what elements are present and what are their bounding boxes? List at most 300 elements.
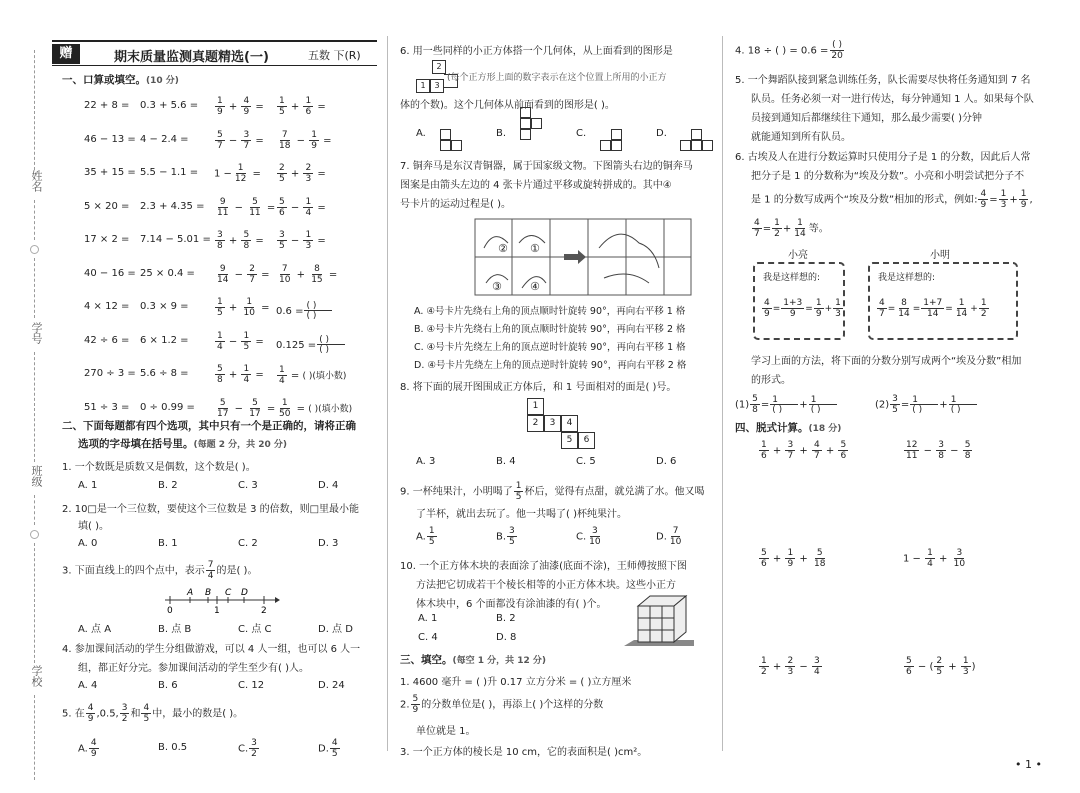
numerator: 1 bbox=[217, 297, 223, 307]
q8: 8. 将下面的展开图围成正方体后，和 1 号面相对的面是( )号。 bbox=[400, 382, 677, 393]
q6-option: C. bbox=[576, 128, 587, 139]
q9-option bbox=[656, 526, 684, 547]
option: B. 4 bbox=[496, 456, 516, 467]
fill-6: 6. 古埃及人在进行分数运算时只使用分子是 1 的分数，因此后人常 bbox=[735, 152, 1031, 163]
denominator: 5 bbox=[428, 537, 435, 547]
fraction bbox=[963, 440, 973, 461]
page-title: 期末质量监测真题精选(一) bbox=[114, 50, 269, 65]
option: A. 4 bbox=[78, 680, 98, 691]
net-face: 2 bbox=[527, 415, 544, 432]
fraction bbox=[247, 264, 257, 285]
option: D. 6 bbox=[656, 456, 677, 467]
calc-5: $\frac{1}{2}$ + $\frac{2}{3}$ − $\frac{3}{4}$ bbox=[761, 656, 820, 677]
dash-line bbox=[34, 200, 35, 240]
view-square bbox=[702, 140, 713, 151]
column-divider bbox=[722, 36, 723, 751]
numerator: 1 bbox=[217, 96, 223, 106]
option: B. 点 B bbox=[158, 624, 192, 635]
point-label: A bbox=[187, 588, 194, 598]
q7: 7. 铜奔马是东汉青铜器，属于国家级文物。下图箭头右边的铜奔马 bbox=[400, 161, 693, 172]
q6-note: (每个正方形上面的数字表示在这个位置上所用的小正方 bbox=[447, 73, 667, 83]
denominator: ( ) bbox=[306, 311, 317, 321]
prefix: 1 − bbox=[214, 168, 232, 180]
fraction bbox=[215, 230, 225, 251]
fraction-calc: $\frac{7}{18}$ − $\frac{1}{9}$ = bbox=[279, 129, 332, 151]
option: D. 3 bbox=[318, 538, 339, 549]
fraction bbox=[759, 656, 769, 677]
calc-item: 35 + 15 = bbox=[84, 167, 136, 178]
fraction-calc: $\frac{1}{9}$ + $\frac{4}{9}$ = bbox=[217, 96, 264, 117]
q10-opt-b: B. 2 bbox=[496, 613, 516, 624]
numerator: 5 bbox=[906, 656, 912, 666]
numerator: 1 bbox=[217, 330, 223, 341]
numerator: 2 bbox=[787, 656, 794, 666]
numerator: 5 bbox=[217, 129, 223, 140]
fraction bbox=[277, 197, 287, 218]
numerator: 3 bbox=[509, 526, 515, 536]
fraction-calc: $\frac{9}{14}$ − $\frac{2}{7}$ = bbox=[217, 263, 270, 285]
q6-line3: 体的个数)。这个几何体从前面看到的图形是( )。 bbox=[400, 100, 615, 111]
numerator: 5 bbox=[840, 440, 847, 450]
xiaoliang-box: 我是这样想的: $\frac{4}{9}$ = $\frac{1+3}{9}$ = $\frac{1}{9}$ + $\frac{1}{3}$ bbox=[753, 262, 845, 340]
fraction-calc: 1 − $\frac{1}{12}$ = bbox=[214, 163, 261, 184]
denominator: 3 bbox=[787, 667, 794, 677]
fill-5-line3: 员接到通知后都继续往下通知，那么最少需要( )分钟 bbox=[751, 113, 982, 124]
denominator: 7 bbox=[787, 451, 794, 461]
q7-line2: 图案是由箭头左边的 4 张卡片通过平移或旋转拼成的。其中④ bbox=[400, 180, 672, 191]
denominator: 4 bbox=[217, 341, 223, 352]
fraction-calc: $\frac{1}{5}$ + $\frac{1}{6}$ = bbox=[279, 96, 326, 117]
numerator: 1 bbox=[281, 398, 288, 408]
fill-3: 3. 一个正方体的棱长是 10 cm，它的表面积是( )cm²。 bbox=[400, 747, 648, 758]
fraction bbox=[241, 331, 251, 352]
numerator: 5 bbox=[964, 440, 971, 450]
q10-opt-d: D. 8 bbox=[496, 632, 517, 643]
denominator: 5 bbox=[279, 241, 285, 251]
numerator: 3 bbox=[592, 526, 598, 536]
bronze-horse-figure bbox=[474, 218, 692, 296]
view-square bbox=[440, 140, 451, 151]
denominator: ( ) bbox=[319, 345, 330, 355]
svg-text:③: ③ bbox=[492, 280, 502, 293]
q10-opt-c: C. 4 bbox=[418, 632, 438, 643]
fraction bbox=[215, 197, 230, 218]
option: A. 0 bbox=[78, 538, 98, 549]
view-square bbox=[531, 118, 542, 129]
calc-item: 6 × 1.2 = bbox=[140, 334, 189, 346]
fraction bbox=[277, 398, 292, 419]
fill-5-line4: 就能通知到所有队员。 bbox=[751, 132, 851, 143]
q9-option bbox=[576, 526, 604, 547]
numerator: 2 bbox=[305, 163, 312, 173]
view-square bbox=[520, 118, 531, 129]
denominator: 3 bbox=[305, 241, 312, 251]
numerator: 3 bbox=[243, 129, 250, 140]
q7-option: A. ④号卡片先绕右上角的顶点顺时针旋转 90°，再向右平移 1 格 bbox=[414, 306, 686, 317]
fraction bbox=[904, 440, 919, 461]
point-label: D bbox=[241, 588, 248, 598]
q9-option bbox=[496, 526, 518, 547]
denominator: 4 bbox=[813, 667, 820, 677]
fraction bbox=[812, 656, 822, 677]
fraction bbox=[936, 440, 946, 461]
numerator: 12 bbox=[906, 440, 918, 450]
numerator: 1 bbox=[305, 96, 312, 106]
numerator: 2 bbox=[249, 263, 255, 274]
calc-item: 7.14 − 5.01 = bbox=[140, 234, 211, 245]
fill-6-q2: (2) $\frac{3}{5}$ = $\frac{1}{( )}$ + $\frac{1}{( )}$ bbox=[875, 394, 978, 415]
calc-item: 4 × 12 = bbox=[84, 301, 130, 312]
numerator: 1 bbox=[311, 129, 317, 140]
page-number: • 1 • bbox=[1015, 758, 1042, 771]
fill-5-line2: 队员。任务必须一对一进行传达，每分钟通知 1 人。如果每个队 bbox=[751, 94, 1034, 105]
fraction bbox=[277, 163, 287, 184]
q7-option: C. ④号卡片先绕左上角的顶点逆时针旋转 90°，再向右平移 1 格 bbox=[414, 342, 686, 353]
numerator: 1 bbox=[305, 230, 312, 240]
denominator: 5 bbox=[509, 537, 515, 547]
fraction-calc: $\frac{5}{8}$ + $\frac{1}{4}$ = bbox=[217, 364, 264, 385]
fraction bbox=[241, 130, 251, 151]
denominator: 7 bbox=[217, 140, 223, 151]
q2-5-opt-c: C. $\frac{3}{2}$ bbox=[238, 738, 257, 759]
net-face: 3 bbox=[544, 415, 561, 432]
fraction bbox=[303, 163, 313, 184]
school-label: 学校 bbox=[30, 665, 43, 687]
student-id-label: 学号 bbox=[30, 322, 43, 344]
calc-item: 51 ÷ 3 = bbox=[84, 401, 130, 413]
option: D. 24 bbox=[318, 680, 345, 691]
view-square bbox=[611, 140, 622, 151]
calc-item: 5.5 − 1.1 = bbox=[140, 167, 199, 178]
denominator: 11 bbox=[249, 207, 261, 218]
numerator: 5 bbox=[217, 364, 223, 374]
q10-opt-a: A. 1 bbox=[418, 613, 438, 624]
numerator: 3 bbox=[787, 440, 794, 450]
fraction bbox=[759, 548, 769, 569]
denominator: 10 bbox=[243, 308, 255, 318]
calc-6: $\frac{5}{6}$ − ( $\frac{2}{5}$ + $\frac{1}{3}$ ) bbox=[906, 656, 976, 677]
fraction bbox=[215, 364, 225, 385]
xiaoliang-label: 小亮 bbox=[788, 250, 808, 261]
q6: 6. 用一些同样的小正方体搭一个几何体，从上面看到的图形是 bbox=[400, 46, 673, 57]
option: B. 6 bbox=[158, 680, 178, 691]
denominator: 18 bbox=[279, 140, 291, 151]
fraction bbox=[215, 130, 225, 151]
fraction bbox=[838, 440, 848, 461]
denominator: 6 bbox=[761, 451, 767, 461]
xiaoming-work: $\frac{4}{7}$ = $\frac{8}{14}$ = $\frac{1+7}{14}$ = $\frac{1}{14}$ + $\frac{1}{2}$ bbox=[879, 298, 987, 319]
calc-item: 46 − 13 = bbox=[84, 133, 136, 145]
numerator: 7 bbox=[281, 129, 288, 140]
fraction bbox=[215, 398, 230, 419]
calc-item: 5 × 20 = bbox=[84, 200, 130, 212]
denominator: 8 bbox=[243, 241, 250, 251]
title-bar bbox=[52, 40, 377, 66]
numerator: 1 bbox=[279, 96, 285, 106]
option: C. 2 bbox=[238, 538, 258, 549]
section-3-title: 三、填空。(每空 1 分，共 12 分) bbox=[400, 654, 547, 666]
fraction bbox=[215, 297, 225, 318]
numerator: ( ) bbox=[317, 335, 345, 345]
option: B. 1 bbox=[158, 538, 178, 549]
fraction bbox=[233, 163, 248, 184]
calc-item: 22 + 8 = bbox=[84, 100, 130, 111]
opt-letter: D. bbox=[656, 531, 667, 543]
fraction-calc: $\frac{1}{5}$ + $\frac{1}{10}$ = bbox=[217, 297, 270, 318]
svg-text:④: ④ bbox=[530, 280, 540, 293]
numerator: 7 bbox=[281, 263, 288, 274]
q2-4-line2: 组，都正好分完。参加课间活动的学生至少有( )人。 bbox=[78, 663, 309, 674]
prefix: 0.6 = bbox=[276, 306, 304, 317]
prefix: 0.125 = bbox=[276, 340, 317, 351]
fraction bbox=[309, 264, 324, 285]
fraction bbox=[925, 548, 935, 569]
option: C. 点 C bbox=[238, 624, 272, 635]
numerator: 1 bbox=[279, 365, 285, 375]
q9-line2: 了半杯，就出去玩了。他一共喝了( )杯纯果汁。 bbox=[416, 509, 627, 520]
section-2-title: 二、下面每题都有四个选项，其中只有一个是正确的，请将正确 bbox=[62, 420, 356, 432]
denominator: 5 bbox=[279, 174, 285, 184]
denominator: 11 bbox=[906, 451, 918, 461]
dash-line bbox=[34, 495, 35, 525]
dash-line bbox=[34, 258, 35, 318]
denominator: 8 bbox=[938, 451, 944, 461]
numerator: 9 bbox=[219, 196, 226, 207]
numerator: 1 bbox=[927, 548, 933, 558]
fraction bbox=[277, 230, 287, 251]
fraction bbox=[785, 656, 795, 677]
fraction bbox=[215, 331, 225, 352]
denominator: 11 bbox=[217, 207, 229, 218]
net-face: 6 bbox=[578, 432, 595, 449]
denominator: 10 bbox=[279, 274, 291, 285]
class-label: 班级 bbox=[30, 465, 43, 487]
numerator: 3 bbox=[813, 656, 820, 666]
dash-line bbox=[34, 695, 35, 780]
fraction bbox=[785, 548, 795, 569]
calc-item: 40 − 16 = bbox=[84, 267, 136, 279]
fill-2: 2. $\frac{5}{9}$ 的分数单位是( )，再添上( )个这样的分数 bbox=[400, 694, 604, 715]
denominator: 8 bbox=[964, 451, 971, 461]
q2-5-opt-b: B. 0.5 bbox=[158, 742, 188, 753]
numerator: 1 bbox=[787, 548, 794, 558]
fill-6-q1: (1) $\frac{5}{8}$ = $\frac{1}{( )}$ + $\frac{1}{( )}$ bbox=[735, 394, 838, 415]
tick-label: 2 bbox=[261, 606, 267, 614]
dash-line bbox=[34, 352, 35, 462]
fraction bbox=[241, 230, 251, 251]
calc-item: 0.3 + 5.6 = bbox=[140, 100, 199, 111]
fraction bbox=[247, 398, 262, 419]
fraction bbox=[904, 656, 914, 677]
numerator: 1 bbox=[761, 656, 767, 666]
fraction bbox=[241, 364, 251, 385]
calc-item: 4 − 2.4 = bbox=[140, 133, 189, 145]
fraction bbox=[507, 526, 517, 547]
numerator: 5 bbox=[219, 397, 226, 408]
numerator: 5 bbox=[252, 196, 258, 207]
q2-2-line2: 填( )。 bbox=[78, 521, 109, 532]
denominator: 6 bbox=[840, 451, 847, 461]
section-2-title-line2: 选项的字母填在括号里。(每题 2 分，共 20 分) bbox=[78, 438, 288, 450]
numerator: 3 bbox=[938, 440, 944, 450]
denominator: 5 bbox=[217, 308, 223, 318]
fill-5: 5. 一个舞蹈队接到紧急训练任务，队长需要尽快将任务通知到 7 名 bbox=[735, 75, 1031, 86]
denominator: 7 bbox=[243, 140, 250, 151]
view-square bbox=[691, 129, 702, 140]
calc-item: 0.3 × 9 = bbox=[140, 301, 189, 312]
view-square bbox=[451, 140, 462, 151]
denominator: 3 bbox=[305, 174, 312, 184]
fraction bbox=[215, 264, 230, 285]
blank-fraction bbox=[317, 335, 345, 355]
denominator: 10 bbox=[953, 559, 966, 569]
denominator: 7 bbox=[249, 274, 255, 285]
fraction bbox=[303, 197, 313, 218]
fill-6-instruction-2: 的形式。 bbox=[751, 375, 791, 386]
denominator: 17 bbox=[249, 408, 261, 419]
q2-2: 2. 10□是一个三位数，要使这个三位数是 3 的倍数，则□里最小能 bbox=[62, 504, 360, 515]
blank-fraction bbox=[304, 301, 332, 321]
numerator: 5 bbox=[816, 548, 823, 558]
calc-3: $\frac{5}{6}$ + $\frac{1}{9}$ + $\frac{5}{18}$ bbox=[761, 548, 826, 569]
q10-line2: 方法把它切成若干个棱长相等的小正方体木块。这些小正方 bbox=[416, 580, 676, 591]
option: B. 2 bbox=[158, 480, 178, 491]
fill-6-instruction: 学习上面的方法，将下面的分数分别写成两个“埃及分数”相加 bbox=[751, 356, 1022, 367]
option: C. 5 bbox=[576, 456, 596, 467]
denominator: 5 bbox=[936, 667, 943, 677]
denominator: 6 bbox=[279, 207, 285, 218]
calc-4: 1 − $\frac{1}{4}$ + $\frac{3}{10}$ bbox=[903, 548, 966, 569]
suffix: ( )(填小数) bbox=[308, 404, 353, 415]
numerator: 4 bbox=[813, 440, 820, 450]
grade-label: 五数 下(R) bbox=[308, 49, 361, 62]
q10: 10. 一个正方体木块的表面涂了油漆(底面不涂)，王师傅按照下图 bbox=[400, 561, 687, 572]
q7-option: B. ④号卡片先绕右上角的顶点顺时针旋转 90°，再向右平移 2 格 bbox=[414, 324, 686, 335]
calc-item: 42 ÷ 6 = bbox=[84, 334, 130, 346]
section-4-title: 四、脱式计算。(18 分) bbox=[735, 422, 842, 434]
q7-line3: 号卡片的运动过程是( )。 bbox=[400, 199, 511, 210]
fraction bbox=[961, 656, 971, 677]
denominator: 18 bbox=[813, 559, 826, 569]
calc-2: $\frac{12}{11}$ − $\frac{3}{8}$ − $\frac{5}{8}$ bbox=[906, 440, 971, 461]
view-square bbox=[600, 140, 611, 151]
denominator: 7 bbox=[813, 451, 820, 461]
calc-1: $\frac{1}{6}$ + $\frac{3}{7}$ + $\frac{4}{7}$ + $\frac{5}{6}$ bbox=[761, 440, 847, 461]
opt-letter: B. bbox=[496, 531, 507, 543]
calc-item: 5.6 ÷ 8 = bbox=[140, 368, 189, 379]
denominator: 9 bbox=[243, 107, 250, 117]
numerator: 1 bbox=[761, 440, 767, 450]
denominator: 8 bbox=[217, 241, 223, 251]
denominator: 4 bbox=[243, 375, 250, 385]
q6-option: D. bbox=[656, 128, 667, 139]
calc-item: 25 × 0.4 = bbox=[140, 267, 195, 279]
fraction bbox=[215, 96, 225, 117]
xiaoming-label: 小明 bbox=[930, 250, 950, 261]
option: A. 点 A bbox=[78, 624, 112, 635]
denominator: 15 bbox=[311, 274, 323, 285]
fill-6-line3: 是 1 的分数写成两个“埃及分数”相加的形式，例如: $\frac{4}{9}$ = $\frac{1}{3}$ + $\frac{1}{9}$ , bbox=[751, 189, 1033, 210]
q2-5: 5. 在 $\frac{4}{9}$ ,0.5, $\frac{3}{2}$ 和 $\frac{4}{5}$ 中，最小的数是( )。 bbox=[62, 703, 244, 724]
svg-text:①: ① bbox=[530, 242, 540, 255]
opt-letter: A. bbox=[416, 531, 426, 543]
q6-option: B. bbox=[496, 128, 507, 139]
denominator: 5 bbox=[243, 341, 250, 352]
point-label: C bbox=[225, 588, 232, 598]
denominator: 4 bbox=[305, 207, 312, 218]
option: C. 3 bbox=[238, 480, 258, 491]
fraction bbox=[427, 526, 437, 547]
option: A. 3 bbox=[416, 456, 436, 467]
gift-badge: 赠 bbox=[52, 44, 80, 64]
fill-6-line2: 把分子是 1 的分数称为“埃及分数”。小亮和小明尝试把分子不 bbox=[751, 171, 1025, 182]
fraction-calc: $\frac{5}{7}$ − $\frac{3}{7}$ = bbox=[217, 129, 264, 151]
denominator: 9 bbox=[311, 140, 317, 151]
numerator: ( ) bbox=[304, 301, 332, 311]
binding-sidebar bbox=[14, 40, 46, 785]
fraction bbox=[277, 365, 287, 386]
calc-item: 17 × 2 = bbox=[84, 234, 130, 245]
view-square bbox=[680, 140, 691, 151]
fraction bbox=[759, 440, 769, 461]
view-square bbox=[520, 129, 531, 140]
q2-3: 3. 下面直线上的四个点中，表示 $\frac{7}{4}$ 的是( )。 bbox=[62, 560, 258, 581]
numerator: 1 bbox=[243, 330, 250, 341]
svg-text:②: ② bbox=[498, 242, 508, 255]
fill-2-line2: 单位就是 1。 bbox=[416, 726, 476, 737]
numerator: 8 bbox=[314, 263, 320, 274]
numerator: 1 bbox=[243, 364, 250, 374]
tick-label: 0 bbox=[167, 606, 173, 614]
number-line bbox=[160, 588, 280, 614]
fraction bbox=[303, 230, 313, 251]
denominator: 50 bbox=[279, 409, 291, 419]
denominator: 9 bbox=[787, 559, 794, 569]
numerator: 3 bbox=[956, 548, 963, 558]
fraction bbox=[668, 526, 683, 547]
decimal-calc: $\frac{1}{4}$ = ( )(填小数) bbox=[279, 365, 347, 386]
option: D. 点 D bbox=[318, 624, 353, 635]
denominator: 9 bbox=[217, 107, 223, 117]
option: A. 1 bbox=[78, 480, 98, 491]
denominator: 6 bbox=[906, 667, 912, 677]
fraction bbox=[934, 656, 944, 677]
section-1-title: 一、口算或填空。(10 分) bbox=[62, 74, 179, 86]
fraction bbox=[241, 297, 256, 318]
fraction bbox=[277, 96, 287, 117]
option: C. 12 bbox=[238, 680, 265, 691]
numerator: 5 bbox=[761, 548, 767, 558]
fraction-calc: $\frac{7}{10}$ + $\frac{8}{15}$ = bbox=[279, 263, 338, 285]
numerator: 5 bbox=[279, 196, 285, 207]
net-face: 4 bbox=[561, 415, 578, 432]
fraction-calc: $\frac{9}{11}$ − $\frac{5}{11}$ = bbox=[217, 196, 276, 218]
denominator: 4 bbox=[927, 559, 933, 569]
denominator: 2 bbox=[761, 667, 767, 677]
numerator: 3 bbox=[217, 230, 223, 240]
calc-item: 270 ÷ 3 = bbox=[84, 368, 136, 379]
name-label: 姓名 bbox=[30, 170, 43, 192]
denominator: 6 bbox=[761, 559, 767, 569]
q9-option bbox=[416, 526, 438, 547]
q6-option: A. bbox=[416, 128, 426, 139]
dash-line bbox=[34, 543, 35, 663]
fraction bbox=[309, 130, 319, 151]
hole-icon bbox=[30, 530, 39, 539]
numerator: 9 bbox=[219, 263, 226, 274]
dash-line bbox=[34, 50, 35, 170]
denominator: 10 bbox=[589, 537, 601, 547]
